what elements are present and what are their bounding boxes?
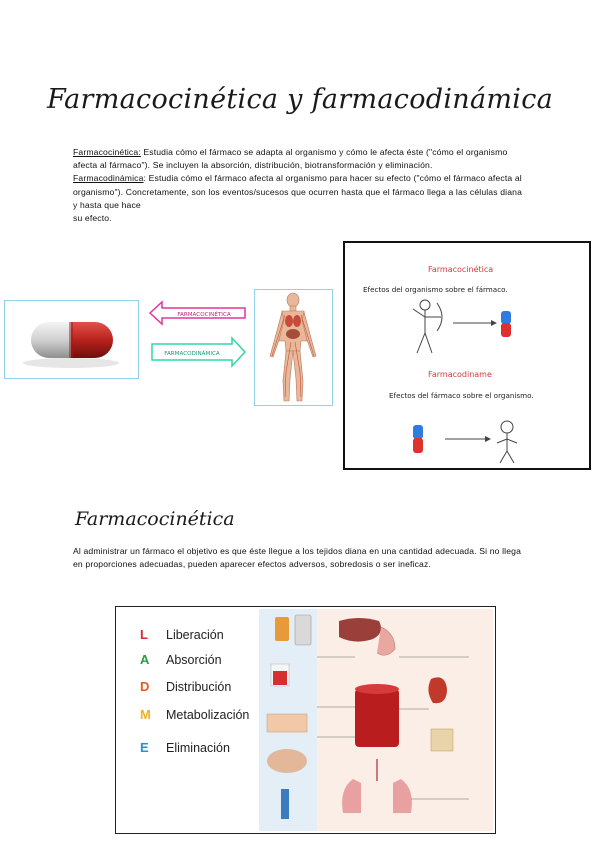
ladme-letter: L: [140, 627, 148, 642]
pd-sketch: [345, 403, 589, 465]
pk-arrow: [150, 302, 245, 324]
ladme-item: [140, 627, 224, 642]
capsule-icon: [5, 301, 138, 378]
ladme-word: Distribución: [166, 679, 232, 694]
pill-image: [4, 300, 139, 379]
intro-text: [73, 146, 528, 225]
archer-figure-icon: [413, 300, 442, 353]
ladme-word: Metabolización: [166, 707, 250, 722]
vial-icon: [413, 425, 423, 453]
page-title: Farmacocinética y farmacodinámica: [46, 84, 554, 115]
diagram-pd-title: Farmacodiname: [428, 370, 492, 379]
pd-term: Farmacodinámica: [73, 173, 144, 184]
pk-pd-diagram: [343, 241, 591, 470]
ladme-letter: A: [140, 652, 150, 667]
section-heading: Farmacocinética: [75, 508, 235, 530]
pd-definition: : Estudia cómo el fármaco afecta al organismo para hacer su efecto ("cómo el fármaco afecta al organismo"). Concretamente, son los eventos/sucesos que ocurren hasta que el fármaco llega a las células diana y hasta que hace: [73, 173, 523, 210]
anatomy-icon: [255, 290, 332, 405]
ladme-word: Absorción: [166, 652, 222, 667]
section-text: Al administrar un fármaco el objetivo es que éste llegue a los tejidos diana en una cantidad adecuada. Si no llega en proporciones adecuadas, pueden aparecer efectos adversos, sobredosis o ser ineficaz.: [73, 546, 522, 570]
ladme-letter: E: [140, 740, 149, 755]
ladme-word: Liberación: [166, 627, 224, 642]
human-body-image: [254, 289, 333, 406]
ladme-figure: [115, 606, 496, 834]
vial-icon: [501, 311, 511, 337]
pk-definition: Estudia cómo el fármaco se adapta al organismo y cómo le afecta éste ("cómo el organismo afecta al fármaco"). Se incluyen la absorción, distribución, biotransformación y eliminación.: [73, 147, 508, 171]
person-figure-icon: [497, 421, 517, 463]
ladme-illustration: [259, 609, 493, 831]
pk-sketch: [345, 295, 589, 365]
pk-arrow-label: FARMACOCINÉTICA: [177, 312, 231, 318]
ladme-item: [140, 740, 230, 755]
ladme-word: Eliminación: [166, 740, 230, 755]
pd-definition-end: su efecto.: [73, 213, 112, 224]
ladme-item: [140, 652, 222, 667]
diagram-pd-text: Efectos del fármaco sobre el organismo.: [389, 391, 534, 400]
ladme-item: [140, 707, 249, 722]
ladme-item: [140, 679, 231, 694]
pk-term: Farmacocinética:: [73, 147, 141, 157]
arrows-group: [148, 300, 250, 368]
pd-arrow-label: FARMACODINÁMICA: [164, 351, 220, 357]
ladme-letter: M: [140, 707, 151, 722]
diagram-pk-title: Farmacocinética: [428, 265, 494, 274]
ladme-letter: D: [140, 679, 150, 694]
pd-arrow: [152, 338, 245, 366]
diagram-pk-text: Efectos del organismo sobre el fármaco.: [363, 285, 508, 294]
